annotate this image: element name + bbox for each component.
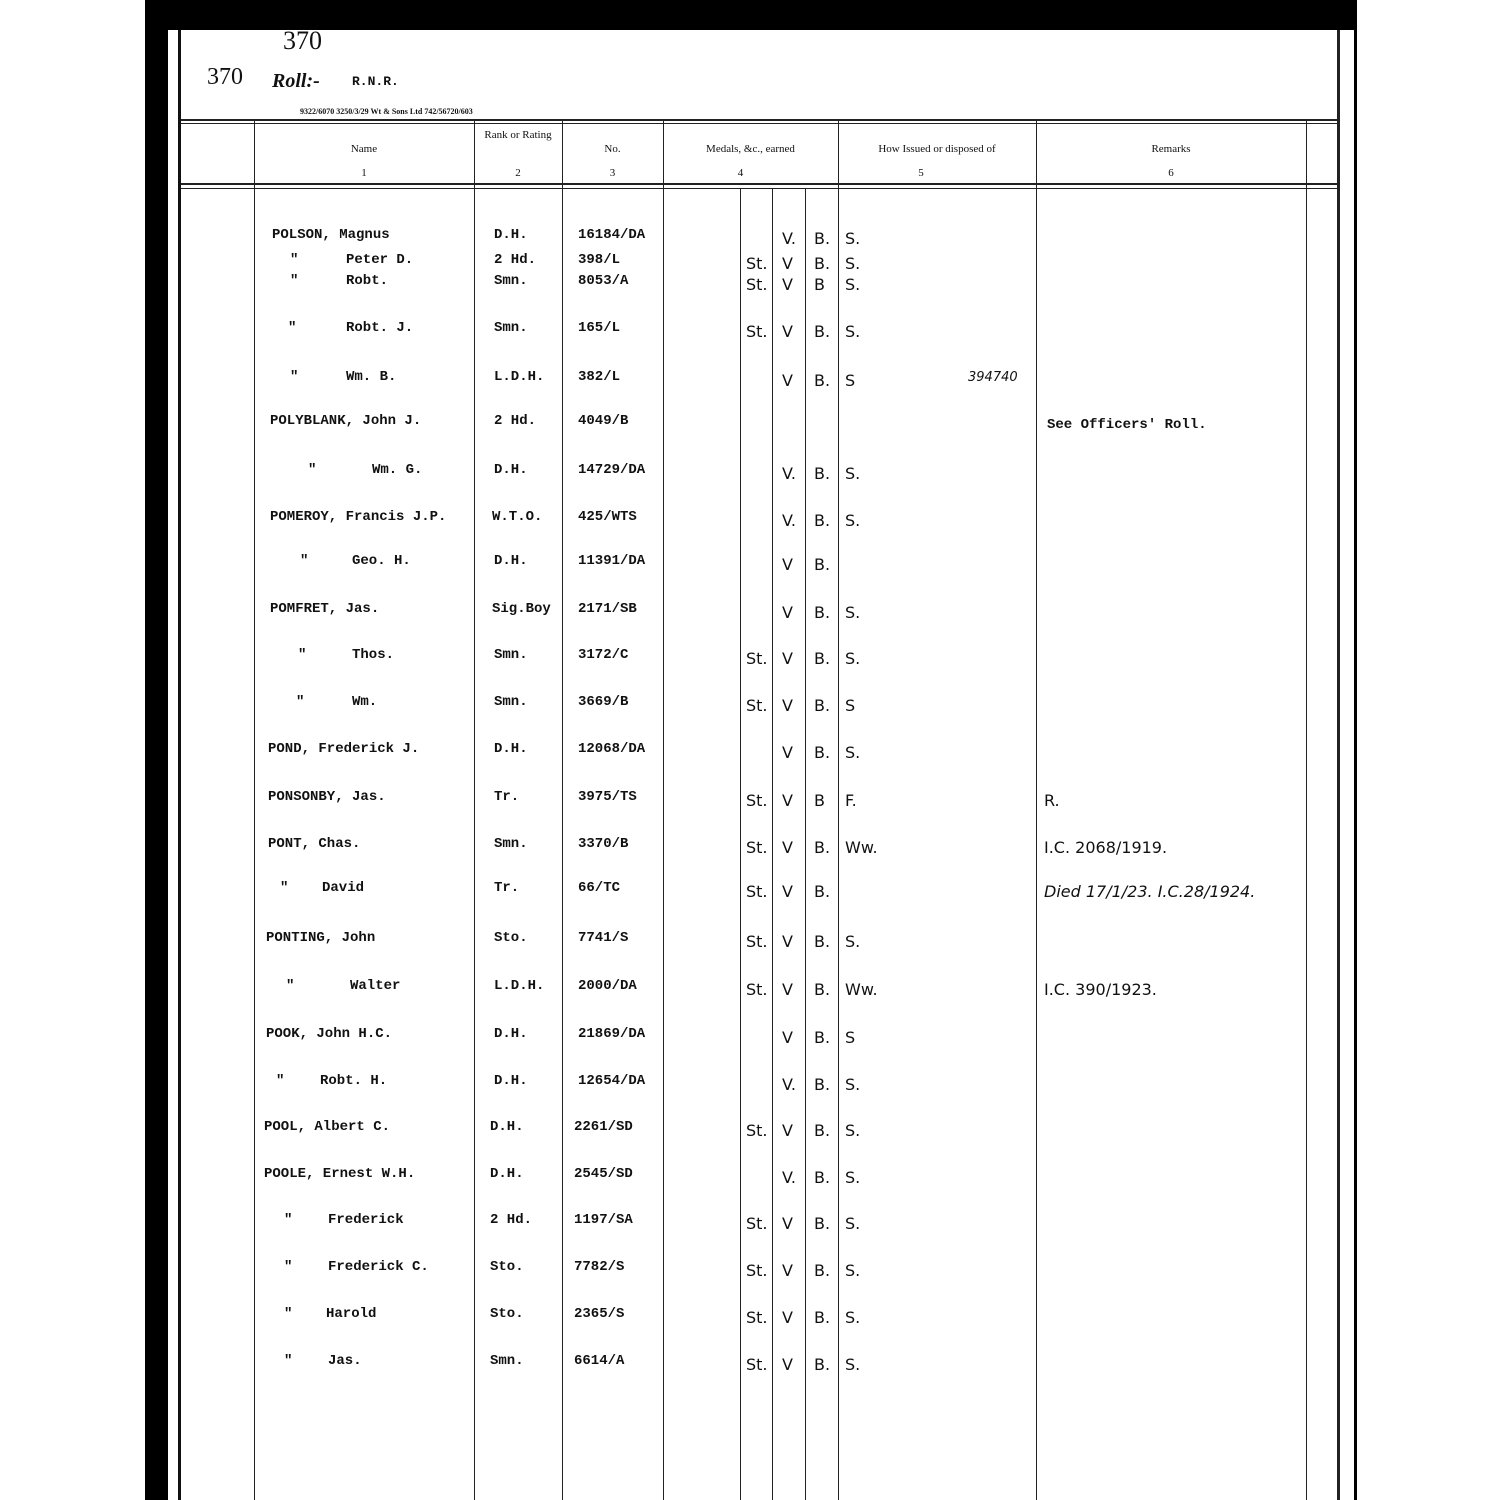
entry-service-number: 6614/A bbox=[574, 1353, 625, 1369]
how-issued: S. bbox=[845, 649, 861, 668]
col-header-name: Name bbox=[350, 143, 378, 155]
medal-subdivider bbox=[740, 188, 741, 1500]
entry-rank: W.T.O. bbox=[492, 509, 543, 525]
entry-name: " bbox=[288, 320, 297, 336]
medal-british-war: B bbox=[814, 791, 825, 810]
col-number-medals: 4 bbox=[737, 167, 744, 179]
entry-given-name: Geo. H. bbox=[352, 553, 411, 569]
medal-star: St. bbox=[746, 649, 768, 668]
entry-given-name: Walter bbox=[350, 978, 401, 994]
entry-service-number: 165/L bbox=[578, 320, 621, 336]
medal-star: St. bbox=[746, 1121, 768, 1140]
medal-victory: V bbox=[782, 649, 793, 668]
entry-rank: 2 Hd. bbox=[494, 413, 537, 429]
medal-star: St. bbox=[746, 1214, 768, 1233]
medal-british-war: B. bbox=[814, 555, 831, 574]
medal-victory: V bbox=[782, 254, 793, 273]
medal-british-war: B. bbox=[814, 1028, 831, 1047]
entry-service-number: 3172/C bbox=[578, 647, 629, 663]
col-number-rank: 2 bbox=[515, 167, 521, 179]
entry-name: " bbox=[300, 553, 309, 569]
medal-star: St. bbox=[746, 322, 768, 341]
entry-name: POOLE, Ernest W.H. bbox=[264, 1166, 416, 1182]
entry-name: " bbox=[286, 978, 295, 994]
entry-name: " bbox=[284, 1306, 293, 1322]
medal-star: St. bbox=[746, 1355, 768, 1374]
entry-service-number: 7741/S bbox=[578, 930, 629, 946]
entry-rank: D.H. bbox=[494, 1026, 528, 1042]
how-issued: S. bbox=[845, 275, 861, 294]
medal-british-war: B. bbox=[814, 649, 831, 668]
entry-service-number: 2545/SD bbox=[574, 1166, 633, 1182]
header-bottom-rule-2 bbox=[181, 188, 1337, 189]
entry-service-number: 3975/TS bbox=[578, 789, 637, 805]
medal-star: St. bbox=[746, 980, 768, 999]
issue-reference: 394740 bbox=[968, 370, 1018, 385]
medal-victory: V bbox=[782, 743, 793, 762]
medal-star: St. bbox=[746, 838, 768, 857]
column-divider bbox=[663, 121, 664, 1500]
how-issued: F. bbox=[845, 791, 857, 810]
entry-rank: Smn. bbox=[494, 273, 528, 289]
entry-service-number: 16184/DA bbox=[578, 227, 646, 243]
header-top-rule bbox=[181, 119, 1337, 121]
how-issued: S bbox=[845, 1028, 856, 1047]
entry-rank: D.H. bbox=[494, 741, 528, 757]
medal-victory: V bbox=[782, 1261, 793, 1280]
medal-british-war: B. bbox=[814, 696, 831, 715]
entry-name: " bbox=[290, 369, 299, 385]
entry-name: " bbox=[284, 1259, 293, 1275]
medal-british-war: B. bbox=[814, 1121, 831, 1140]
folio-number-top: 370 bbox=[283, 26, 322, 55]
entry-name: " bbox=[276, 1073, 285, 1089]
entry-name: " bbox=[290, 252, 299, 268]
medal-victory: V. bbox=[782, 511, 796, 530]
medal-victory: V bbox=[782, 1308, 793, 1327]
entry-service-number: 2171/SB bbox=[578, 601, 637, 617]
col-number-name: 1 bbox=[361, 167, 367, 179]
column-divider bbox=[1306, 121, 1307, 1500]
entry-service-number: 66/TC bbox=[578, 880, 621, 896]
entry-rank: Smn. bbox=[494, 694, 528, 710]
how-issued: Ww. bbox=[845, 838, 878, 857]
entry-name: " bbox=[284, 1212, 293, 1228]
medal-british-war: B. bbox=[814, 743, 831, 762]
entry-name: " bbox=[298, 647, 307, 663]
entry-name: POOK, John H.C. bbox=[266, 1026, 393, 1042]
entry-service-number: 11391/DA bbox=[578, 553, 646, 569]
entry-service-number: 14729/DA bbox=[578, 462, 646, 478]
medal-british-war: B. bbox=[814, 1308, 831, 1327]
how-issued: S. bbox=[845, 1261, 861, 1280]
medal-star: St. bbox=[746, 932, 768, 951]
medal-british-war: B bbox=[814, 275, 825, 294]
entry-remark: R. bbox=[1044, 791, 1060, 810]
roll-name: R.N.R. bbox=[352, 74, 399, 89]
medal-british-war: B. bbox=[814, 1168, 831, 1187]
column-divider bbox=[474, 121, 475, 1500]
entry-rank: Sig.Boy bbox=[492, 601, 551, 617]
medal-victory: V bbox=[782, 882, 793, 901]
medal-victory: V bbox=[782, 371, 793, 390]
medal-victory: V bbox=[782, 932, 793, 951]
page-left-margin-line bbox=[178, 30, 181, 1500]
how-issued: S. bbox=[845, 322, 861, 341]
entry-name: PONT, Chas. bbox=[268, 836, 361, 852]
how-issued: S. bbox=[845, 932, 861, 951]
entry-rank: L.D.H. bbox=[494, 369, 545, 385]
entry-rank: Smn. bbox=[490, 1353, 524, 1369]
how-issued: S. bbox=[845, 1355, 861, 1374]
entry-given-name: Jas. bbox=[328, 1353, 362, 1369]
entry-given-name: Frederick bbox=[328, 1212, 404, 1228]
col-header-no: No. bbox=[604, 143, 621, 155]
how-issued: S. bbox=[845, 229, 861, 248]
entry-given-name: Frederick C. bbox=[328, 1259, 429, 1275]
medal-star: St. bbox=[746, 275, 768, 294]
col-number-issued: 5 bbox=[918, 167, 924, 179]
col-header-issued: How Issued or disposed of bbox=[878, 143, 996, 155]
entry-service-number: 398/L bbox=[578, 252, 621, 268]
col-number-remarks: 6 bbox=[1168, 167, 1174, 179]
col-header-rank: Rank or Rating bbox=[484, 129, 552, 141]
entry-given-name: Robt. bbox=[346, 273, 389, 289]
entry-given-name: Wm. G. bbox=[372, 462, 423, 478]
col-number-no: 3 bbox=[609, 167, 616, 179]
medal-british-war: B. bbox=[814, 1355, 831, 1374]
medal-victory: V bbox=[782, 1028, 793, 1047]
entry-service-number: 425/WTS bbox=[578, 509, 637, 525]
medal-victory: V bbox=[782, 603, 793, 622]
column-divider bbox=[1036, 121, 1037, 1500]
medal-victory: V bbox=[782, 791, 793, 810]
how-issued: S. bbox=[845, 603, 861, 622]
entry-given-name: Peter D. bbox=[346, 252, 414, 268]
entry-remark: See Officers' Roll. bbox=[1047, 417, 1207, 433]
medal-victory: V. bbox=[782, 464, 796, 483]
medal-victory: V. bbox=[782, 1075, 796, 1094]
entry-name: " bbox=[280, 880, 289, 896]
medal-british-war: B. bbox=[814, 980, 831, 999]
medal-british-war: B. bbox=[814, 838, 831, 857]
medal-victory: V bbox=[782, 838, 793, 857]
medal-victory: V bbox=[782, 322, 793, 341]
entry-rank: L.D.H. bbox=[494, 978, 545, 994]
entry-name: POLYBLANK, John J. bbox=[270, 413, 422, 429]
header-top-rule-2 bbox=[181, 123, 1337, 124]
entry-service-number: 4049/B bbox=[578, 413, 629, 429]
entry-given-name: David bbox=[322, 880, 365, 896]
entry-given-name: Thos. bbox=[352, 647, 395, 663]
medal-victory: V. bbox=[782, 1168, 796, 1187]
entry-remark: I.C. 390/1923. bbox=[1044, 980, 1157, 999]
entry-rank: Tr. bbox=[494, 880, 520, 896]
entry-rank: Tr. bbox=[494, 789, 520, 805]
medal-victory: V bbox=[782, 275, 793, 294]
entry-rank: Sto. bbox=[490, 1259, 524, 1275]
how-issued: S. bbox=[845, 464, 861, 483]
how-issued: S bbox=[845, 696, 856, 715]
entry-name: " bbox=[290, 273, 299, 289]
entry-rank: Smn. bbox=[494, 647, 528, 663]
entry-remark: I.C. 2068/1919. bbox=[1044, 838, 1168, 857]
roll-label: Roll:- bbox=[272, 70, 320, 92]
column-divider bbox=[562, 121, 563, 1500]
entry-service-number: 1197/SA bbox=[574, 1212, 633, 1228]
how-issued: S. bbox=[845, 743, 861, 762]
entry-name: POND, Frederick J. bbox=[268, 741, 420, 757]
how-issued: S. bbox=[845, 1121, 861, 1140]
how-issued: S bbox=[845, 371, 856, 390]
medal-subdivider bbox=[772, 188, 773, 1500]
how-issued: S. bbox=[845, 1214, 861, 1233]
medal-victory: V bbox=[782, 555, 793, 574]
entry-service-number: 12068/DA bbox=[578, 741, 646, 757]
medal-victory: V. bbox=[782, 229, 796, 248]
entry-service-number: 21869/DA bbox=[578, 1026, 646, 1042]
entry-rank: 2 Hd. bbox=[494, 252, 537, 268]
entry-service-number: 8053/A bbox=[578, 273, 629, 289]
entry-name: POOL, Albert C. bbox=[264, 1119, 391, 1135]
how-issued: S. bbox=[845, 1168, 861, 1187]
entry-rank: D.H. bbox=[494, 462, 528, 478]
entry-name: " bbox=[296, 694, 305, 710]
entry-service-number: 2365/S bbox=[574, 1306, 625, 1322]
entry-given-name: Harold bbox=[326, 1306, 377, 1322]
medal-star: St. bbox=[746, 1308, 768, 1327]
medal-victory: V bbox=[782, 696, 793, 715]
col-header-medals: Medals, &c., earned bbox=[706, 143, 795, 155]
entry-rank: Sto. bbox=[494, 930, 528, 946]
how-issued: S. bbox=[845, 1075, 861, 1094]
entry-given-name: Wm. bbox=[352, 694, 378, 710]
entry-rank: D.H. bbox=[490, 1119, 524, 1135]
how-issued: S. bbox=[845, 1308, 861, 1327]
medal-british-war: B. bbox=[814, 322, 831, 341]
medal-star: St. bbox=[746, 1261, 768, 1280]
print-reference: 9322/6070 3250/3/29 Wt & Sons Ltd 742/56720/603 bbox=[300, 107, 473, 116]
column-divider bbox=[254, 121, 255, 1500]
entry-remark: Died 17/1/23. I.C.28/1924. bbox=[1044, 882, 1256, 901]
medal-british-war: B. bbox=[814, 1214, 831, 1233]
entry-service-number: 2000/DA bbox=[578, 978, 637, 994]
medal-british-war: B. bbox=[814, 254, 831, 273]
entry-service-number: 2261/SD bbox=[574, 1119, 633, 1135]
entry-service-number: 3370/B bbox=[578, 836, 629, 852]
entry-rank: D.H. bbox=[494, 227, 528, 243]
entry-rank: Sto. bbox=[490, 1306, 524, 1322]
medal-british-war: B. bbox=[814, 511, 831, 530]
entry-service-number: 3669/B bbox=[578, 694, 629, 710]
medal-british-war: B. bbox=[814, 882, 831, 901]
entry-name: POMFRET, Jas. bbox=[270, 601, 380, 617]
medal-star: St. bbox=[746, 254, 768, 273]
column-divider bbox=[838, 121, 839, 1500]
entry-rank: D.H. bbox=[494, 553, 528, 569]
entry-name: PONTING, John bbox=[266, 930, 376, 946]
medal-british-war: B. bbox=[814, 1075, 831, 1094]
header-bottom-rule bbox=[181, 183, 1337, 185]
medal-british-war: B. bbox=[814, 371, 831, 390]
entry-given-name: Wm. B. bbox=[346, 369, 397, 385]
medal-british-war: B. bbox=[814, 603, 831, 622]
medal-star: St. bbox=[746, 791, 768, 810]
how-issued: Ww. bbox=[845, 980, 878, 999]
entry-rank: D.H. bbox=[494, 1073, 528, 1089]
medal-star: St. bbox=[746, 696, 768, 715]
entry-name: PONSONBY, Jas. bbox=[268, 789, 386, 805]
how-issued: S. bbox=[845, 254, 861, 273]
medal-british-war: B. bbox=[814, 1261, 831, 1280]
entry-rank: Smn. bbox=[494, 836, 528, 852]
entry-name: " bbox=[308, 462, 317, 478]
medal-victory: V bbox=[782, 1355, 793, 1374]
medal-british-war: B. bbox=[814, 464, 831, 483]
col-header-remarks: Remarks bbox=[1151, 143, 1191, 155]
entry-name: " bbox=[284, 1353, 293, 1369]
page-right-edge-line bbox=[1337, 30, 1340, 1500]
entry-service-number: 12654/DA bbox=[578, 1073, 646, 1089]
folio-number-left: 370 bbox=[207, 64, 243, 90]
entry-service-number: 382/L bbox=[578, 369, 621, 385]
entry-rank: Smn. bbox=[494, 320, 528, 336]
entry-given-name: Robt. J. bbox=[346, 320, 414, 336]
entry-rank: 2 Hd. bbox=[490, 1212, 533, 1228]
entry-name: POMEROY, Francis J.P. bbox=[270, 509, 447, 525]
medal-british-war: B. bbox=[814, 229, 831, 248]
medal-subdivider bbox=[805, 188, 806, 1500]
entry-given-name: Robt. H. bbox=[320, 1073, 388, 1089]
how-issued: S. bbox=[845, 511, 861, 530]
entry-name: POLSON, Magnus bbox=[272, 227, 390, 243]
medal-victory: V bbox=[782, 980, 793, 999]
entry-rank: D.H. bbox=[490, 1166, 524, 1182]
entry-service-number: 7782/S bbox=[574, 1259, 625, 1275]
medal-star: St. bbox=[746, 882, 768, 901]
medal-victory: V bbox=[782, 1214, 793, 1233]
medal-victory: V bbox=[782, 1121, 793, 1140]
medal-british-war: B. bbox=[814, 932, 831, 951]
